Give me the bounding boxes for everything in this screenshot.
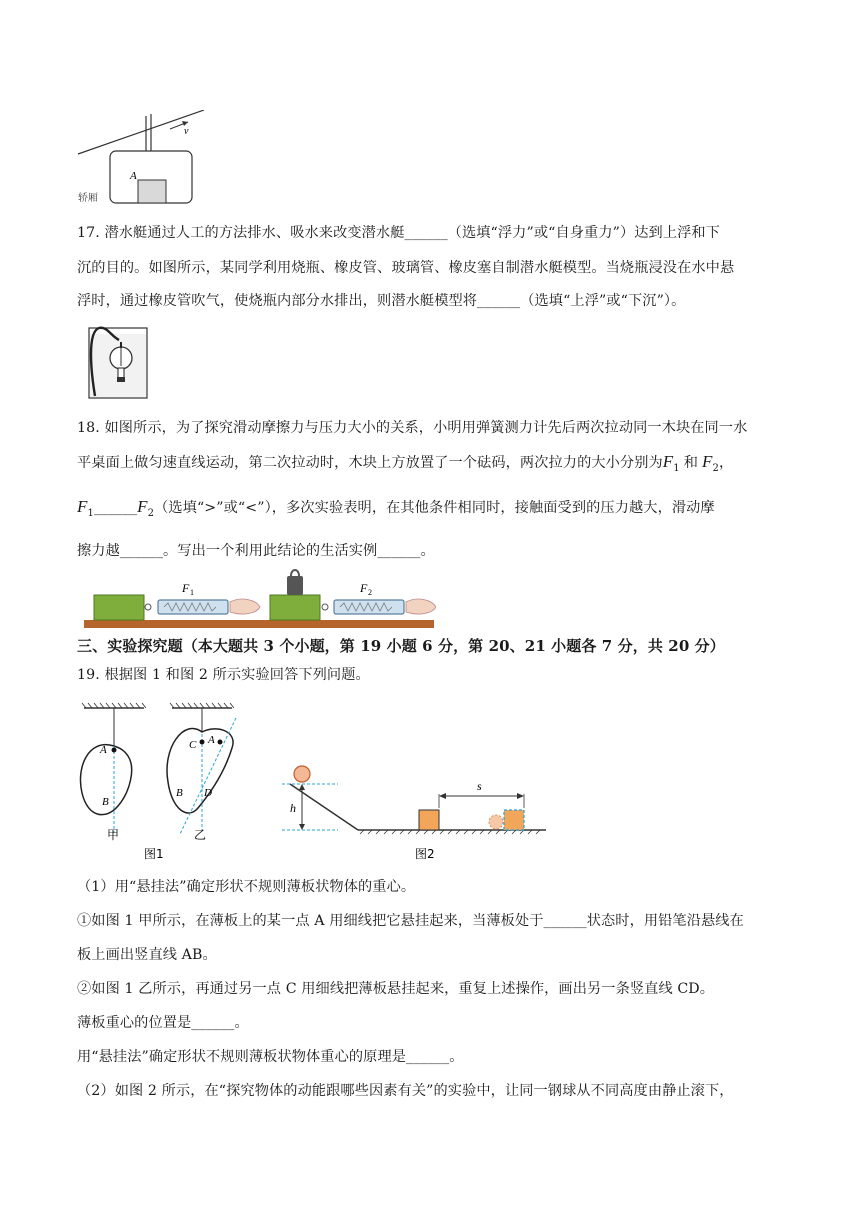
submarine-model-figure [85,322,151,400]
q17-line-2: 沉的目的。如图所示，某同学利用烧瓶、橡皮管、玻璃管、橡皮塞自制潜水艇模型。当烧瓶浸没在水中悬 [77,260,735,276]
section-3-title: 三、实验探究题（本大题共 3 个小题，第 19 小题 6 分，第 20、21 小题各 7 分，共 20 分） [77,637,725,655]
q18-line-2-text: 平桌面上做匀速直线运动，第二次拉动时，木块上方放置了一个砝码，两次拉力的大小分别为 [77,455,663,471]
blank: ______ [93,500,138,516]
fig1-yi-a: A [208,734,215,746]
fig1-yi-d: D [204,787,212,799]
f2-subscript: 2 [712,462,719,474]
q18-line-3-text: （选填“>”或“<”），多次实验表明，在其他条件相同时，接触面受到的压力越大，滑动摩 [154,500,715,516]
q18-line-2 [77,452,733,479]
velocity-label: v [184,126,189,137]
distance-label: s [477,779,482,793]
f1-symbol-2: F [77,497,88,516]
and-text: 和 [683,455,699,471]
q19-p6: （2）如图 2 所示，在“探究物体的动能跟哪些因素有关”的实验中，让同一钢球从不同高度由静止滚下， [77,1083,734,1099]
f2-subscript-2: 2 [147,507,155,519]
height-label: h [290,801,296,815]
f2-label: F [360,581,368,595]
fig1-yi-b: B [176,787,183,799]
fig2-caption: 图2 [415,847,435,861]
fig1-yi-c: C [189,739,197,751]
fig1-jia-label: 甲 [107,828,120,842]
q18-line-1: 18. 如图所示，为了探究滑动摩擦力与压力大小的关系，小明用弹簧测力计先后两次拉动同一木块在同一水 [77,420,748,436]
f1-subscript: 1 [673,462,680,474]
friction-experiment-figure [84,562,436,630]
block-a-label: A [130,170,137,182]
f1-label: F [182,581,190,595]
f1-subscript-2: 1 [87,507,94,519]
q18-line-4: 擦力越______。写出一个利用此结论的生活实例______。 [77,543,435,559]
q19-p2a: ①如图 1 甲所示，在薄板上的某一点 A 用细线把它悬挂起来，当薄板处于______状态时，用铅笔沿悬线在 [77,913,744,929]
q19-p5: 用“悬挂法”确定形状不规则薄板状物体重心的原理是______。 [77,1049,464,1065]
cable-car-figure [74,110,204,206]
f2-symbol: F [702,452,713,471]
q19-p1: （1）用“悬挂法”确定形状不规则薄板状物体的重心。 [77,879,416,895]
q19-p2b: 板上画出竖直线 AB。 [77,947,217,963]
q19-p4: 薄板重心的位置是______。 [77,1015,249,1031]
q19-intro: 19. 根据图 1 和图 2 所示实验回答下列问题。 [77,667,370,683]
fig1-caption: 图1 [144,847,164,861]
figure-1-suspension [76,698,246,864]
figure-2-kinetic-energy [278,760,548,864]
f2-label-sub: 2 [368,588,372,597]
fig1-jia-b: B [102,796,109,808]
cabin-label: 轿厢 [78,193,98,204]
q19-p3: ②如图 1 乙所示，再通过另一点 C 用细线把薄板悬挂起来，重复上述操作，画出另一条竖直线 CD。 [77,981,715,997]
q17-line-3: 浮时，通过橡皮管吹气，使烧瓶内部分水排出，则潜水艇模型将______（选填“上浮”或“下沉”）。 [77,293,686,309]
f2-symbol-2: F [137,497,148,516]
f1-label-sub: 1 [190,588,194,597]
comma-text: ， [719,455,734,471]
q17-line-1: 17. 潜水艇通过人工的方法排水、吸水来改变潜水艇______（选填“浮力”或“自身重力”）达到上浮和下 [77,225,720,241]
fig1-jia-a: A [100,744,107,756]
f1-symbol: F [662,452,674,471]
fig1-yi-label: 乙 [194,828,207,842]
q18-line-3 [77,497,715,524]
